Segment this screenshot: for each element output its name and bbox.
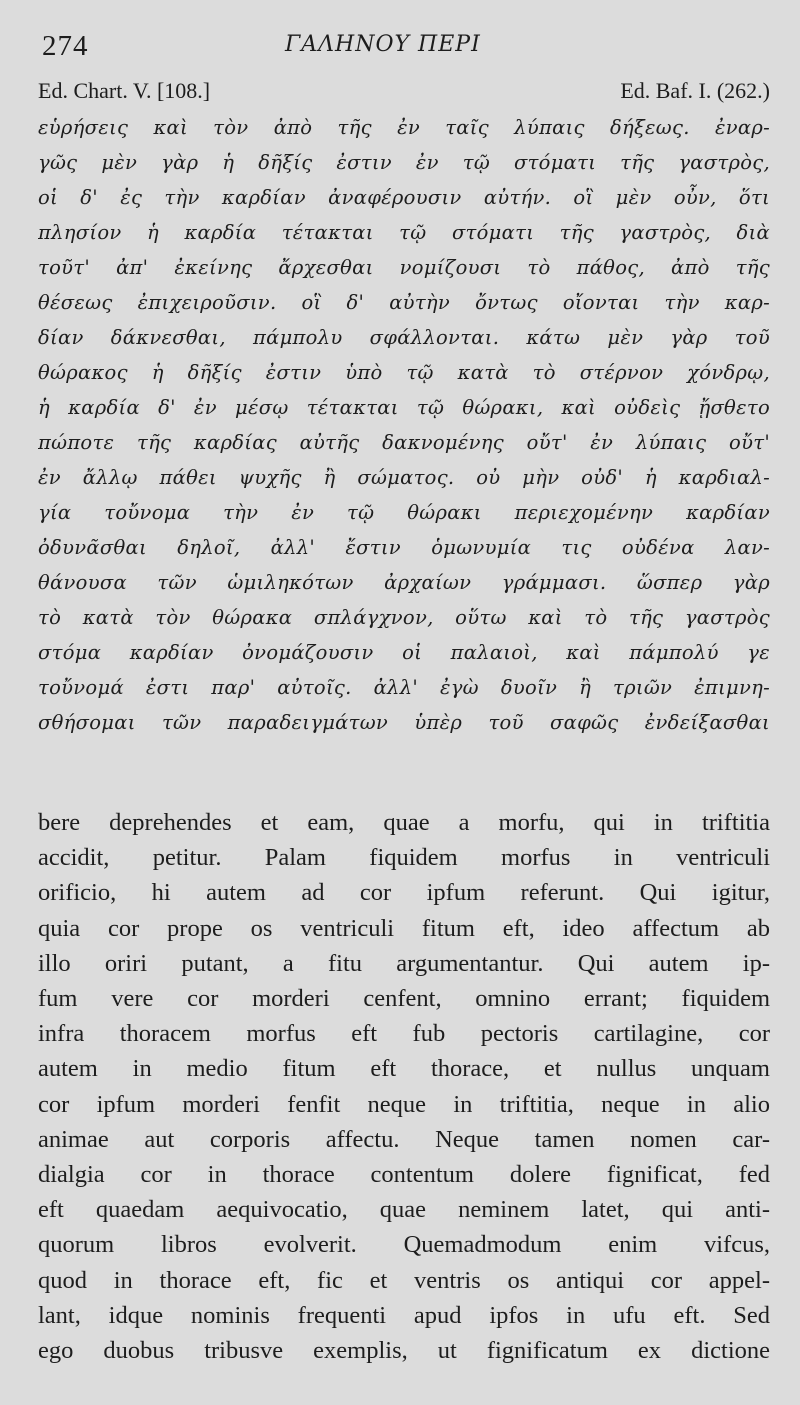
greek-text-line: στόμα καρδίαν ὀνομάζουσιν οἱ παλαιοὶ, καὶ πάμπολύ γε (38, 641, 770, 664)
latin-text-block (38, 805, 770, 1368)
greek-text-line: σθήσομαι τῶν παραδειγμάτων ὑπὲρ τοῦ σαφῶς ἐνδείξασθαι (38, 711, 770, 734)
greek-text-line: ἐν ἄλλῳ πάθει ψυχῆς ἢ σώματος. οὐ μὴν οὐδ' ἡ καρδιαλ- (38, 466, 770, 489)
latin-text-line: illo oriri putant, a fitu argumentantur. Qui autem ip- (38, 949, 770, 977)
edition-basel-ref: Ed. Baf. I. (262.) (620, 78, 770, 103)
greek-text-line: γία τοὔνομα τὴν ἐν τῷ θώρακι περιεχομένην καρδίαν (38, 501, 770, 524)
greek-text-line: πώποτε τῆς καρδίας αὐτῆς δακνομένης οὔτ' ἐν λύπαις οὔτ' (38, 431, 770, 454)
greek-text-line: τοὔνομά ἐστι παρ' αὐτοῖς. ἀλλ' ἐγὼ δυοῖν ἢ τριῶν ἐπιμνη- (38, 676, 770, 699)
latin-text-line: dialgia cor in thorace contentum dolere fignificat, fed (38, 1161, 770, 1189)
greek-text-line: θάνουσα τῶν ὡμιληκότων ἀρχαίων γράμμασι. ὥσπερ γὰρ (38, 571, 770, 594)
latin-text-line: cor ipfum morderi fenfit neque in triftitia, neque in alio (38, 1090, 770, 1118)
latin-text-line: bere deprehendes et eam, quae a morfu, qui in triftitia (38, 809, 770, 836)
greek-text-line: ὀδυνᾶσθαι δηλοῖ, ἀλλ' ἔστιν ὁμωνυμία τις οὐδένα λαν- (38, 536, 770, 559)
latin-text-line: fum vere cor morderi cenfent, omnino errant; fiquidem (38, 985, 770, 1013)
greek-text-line: τοῦτ' ἀπ' ἐκείνης ἄρχεσθαι νομίζουσι τὸ πάθος, ἀπὸ τῆς (38, 256, 770, 279)
greek-text-line: θέσεως ἐπιχειροῦσιν. οἳ δ' αὐτὴν ὄντως οἴονται τὴν καρ- (38, 291, 770, 314)
greek-text-block (38, 110, 770, 740)
greek-text-line: πλησίον ἡ καρδία τέτακται τῷ στόματι τῆς γαστρὸς, διὰ (38, 221, 770, 244)
greek-text-line: εὑρήσεις καὶ τὸν ἀπὸ τῆς ἐν ταῖς λύπαις δήξεως. ἐναρ- (38, 116, 770, 139)
latin-text-line: lant, idque nominis frequenti apud ipfos in ufu eft. Sed (38, 1301, 770, 1329)
latin-text-line: quod in thorace eft, fic et ventris os antiqui cor appel- (38, 1266, 770, 1294)
greek-text-line: γῶς μὲν γὰρ ἡ δῆξίς ἐστιν ἐν τῷ στόματι τῆς γαστρὸς, (38, 151, 770, 174)
latin-text-line: autem in medio fitum eft thorace, et nullus unquam (38, 1055, 770, 1083)
latin-text-line: ego duobus tribusve exemplis, ut fignificatum ex dictione (38, 1337, 770, 1365)
latin-text-line: animae aut corporis affectu. Neque tamen nomen car- (38, 1125, 770, 1153)
page-number: 274 (42, 30, 89, 62)
latin-text-line: infra thoracem morfus eft fub pectoris cartilagine, cor (38, 1020, 770, 1048)
greek-text-line: θώρακος ἡ δῆξίς ἐστιν ὑπὸ τῷ κατὰ τὸ στέρνον χόνδρῳ, (38, 361, 770, 384)
edition-references (38, 78, 770, 106)
latin-text-line: orificio, hi autem ad cor ipfum referunt. Qui igitur, (38, 879, 770, 907)
running-head (0, 30, 800, 64)
latin-text-line: accidit, petitur. Palam fiquidem morfus in ventriculi (38, 844, 770, 872)
running-title: ΓΑΛΗΝΟΥ ΠΕΡΙ (285, 32, 481, 57)
greek-text-line: ἡ καρδία δ' ἐν μέσῳ τέτακται τῷ θώρακι, καὶ οὐδεὶς ᾔσθετο (38, 396, 770, 419)
latin-text-line: quorum libros evolverit. Quemadmodum enim vifcus, (38, 1231, 770, 1259)
greek-text-line: δίαν δάκνεσθαι, πάμπολυ σφάλλονται. κάτω μὲν γὰρ τοῦ (38, 326, 770, 349)
greek-text-line: οἱ δ' ἐς τὴν καρδίαν ἀναφέρουσιν αὐτήν. οἳ μὲν οὖν, ὅτι (38, 186, 770, 209)
greek-text-line: τὸ κατὰ τὸν θώρακα σπλάγχνον, οὕτω καὶ τὸ τῆς γαστρὸς (38, 606, 770, 629)
latin-text-line: eft quaedam aequivocatio, quae neminem latet, qui anti- (38, 1196, 770, 1224)
latin-text-line: quia cor prope os ventriculi fitum eft, ideo affectum ab (38, 914, 770, 942)
edition-chartier-ref: Ed. Chart. V. [108.] (38, 78, 211, 103)
